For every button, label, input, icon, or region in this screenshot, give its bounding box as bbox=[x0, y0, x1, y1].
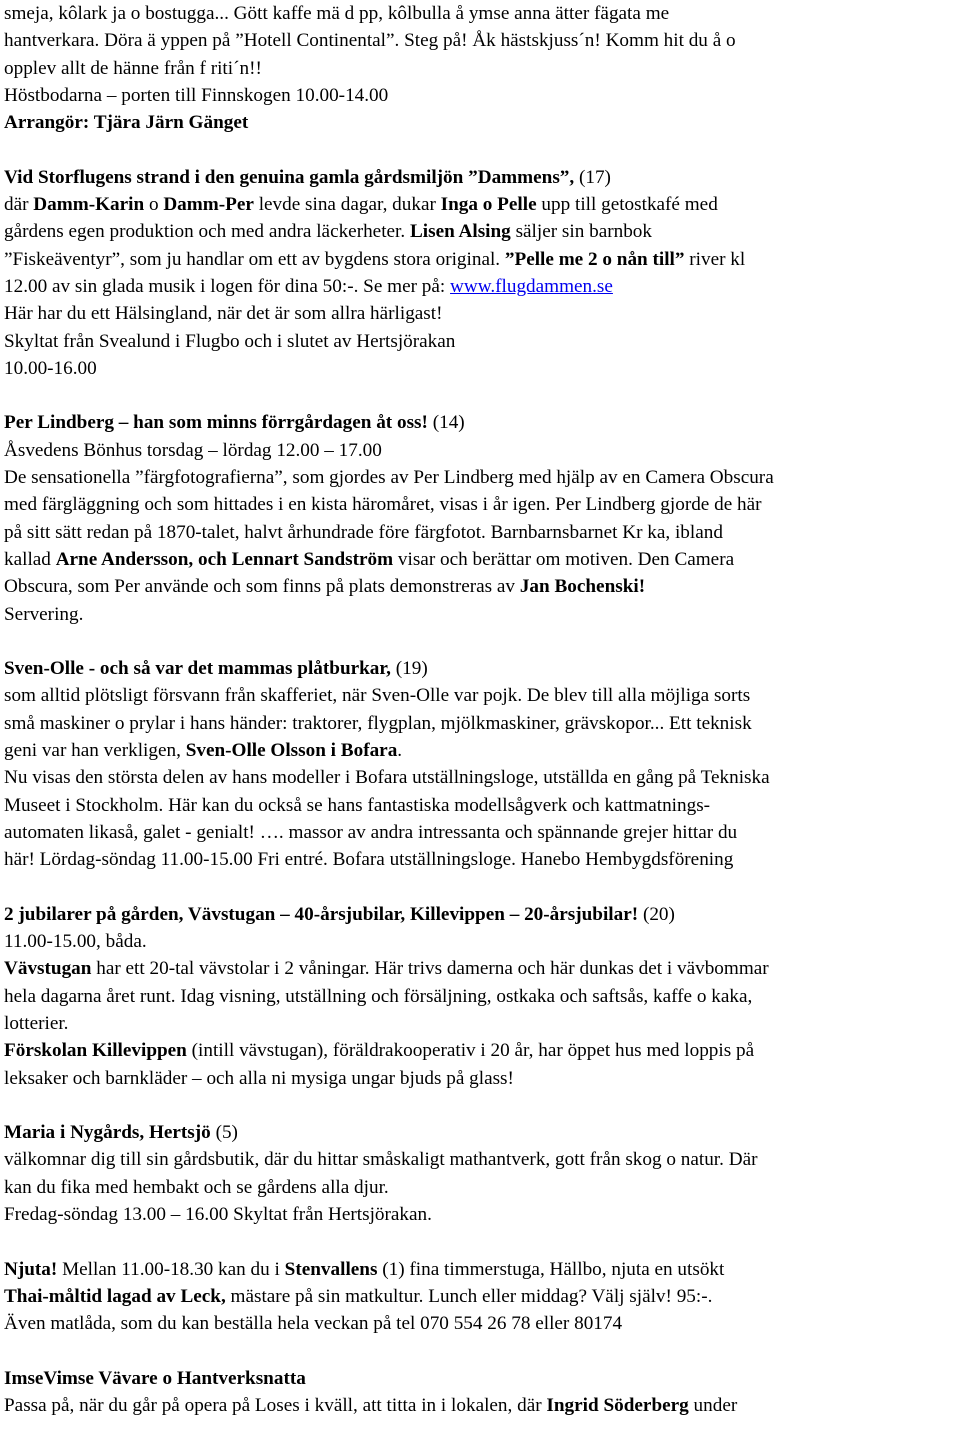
section-heading: Sven-Olle - och så var det mammas plåtburkar, bbox=[4, 658, 391, 680]
text-line: hantverkara. Döra ä yppen på ”Hotell Continental”. Steg på! Åk hästskjuss´n! Komm hit du å o bbox=[4, 30, 736, 52]
paragraph-per-lindberg bbox=[4, 409, 956, 627]
section-heading: 2 jubilarer på gården, Vävstugan – 40-årsjubilar, Killevippen – 20-årsjubilar! bbox=[4, 903, 639, 925]
name-bold: Arne Andersson, och Lennart Sandström bbox=[55, 548, 394, 570]
text-line: smeja, kôlark ja o bostugga... Gött kaffe mä d pp, kôlbulla å ymse anna ätter fägata me bbox=[4, 3, 670, 24]
text-span: visar och berättar om motiven. Den Camera bbox=[393, 548, 735, 570]
paragraph-gap bbox=[4, 1092, 956, 1119]
paragraph-gap bbox=[4, 1338, 956, 1365]
text-span: 12.00 av sin glada musik i logen för dina 50:-. Se mer på: bbox=[4, 275, 451, 297]
name-bold: Jan Bochenski! bbox=[519, 576, 646, 598]
paragraph-gap bbox=[4, 874, 956, 901]
section-heading: Per Lindberg – han som minns förrgårdagen åt oss! bbox=[4, 412, 428, 434]
text-line bbox=[4, 546, 956, 573]
text-line: på sitt sätt redan på 1870-talet, halvt århundrade före färgfotot. Barnbarnsbarnet Kr ka, ibland bbox=[4, 521, 723, 543]
text-line: Fredag-söndag 13.00 – 16.00 Skyltat från Hertsjörakan. bbox=[4, 1204, 432, 1226]
text-span: ”Fiskeäventyr”, som ju handlar om ett av bygdens stora original. bbox=[4, 248, 505, 270]
text-span: mästare på sin matkultur. Lunch eller middag? Välj själv! 95:-. bbox=[225, 1285, 713, 1307]
organizer-label: Arrangör: Tjära Järn Gänget bbox=[4, 112, 249, 134]
text-line bbox=[4, 955, 956, 982]
text-line bbox=[4, 218, 956, 245]
text-line: opplev allt de hänne från f riti´n!! bbox=[4, 57, 262, 79]
paragraph-imsevimse bbox=[4, 1365, 956, 1420]
text-line: som alltid plötsligt försvann från skafferiet, när Sven-Olle var pojk. De blev till alla möjliga sorts bbox=[4, 685, 751, 707]
text-line bbox=[4, 737, 956, 764]
name-bold: ”Pelle me 2 o nån till” bbox=[504, 248, 685, 270]
text-span: Passa på, när du går på opera på Loses i kväll, att titta in i lokalen, där bbox=[4, 1395, 547, 1417]
flugdammen-link[interactable]: www.flugdammen.se bbox=[450, 275, 613, 297]
name-bold: Njuta! bbox=[4, 1258, 58, 1280]
text-line: automaten likaså, galet - genialt! …. massor av andra intressanta och spännande grejer hittar du bbox=[4, 821, 738, 843]
text-span: gårdens egen produktion och med andra läckerheter. bbox=[4, 221, 410, 243]
text-span: levde sina dagar, dukar bbox=[253, 194, 441, 216]
name-bold: Sven-Olle Olsson i Bofara bbox=[185, 740, 398, 762]
name-bold: Förskolan Killevippen bbox=[4, 1040, 187, 1062]
text-line bbox=[4, 273, 956, 300]
text-span: upp till getostkafé med bbox=[536, 194, 718, 216]
section-number: (19) bbox=[390, 658, 428, 680]
name-bold: Lisen Alsing bbox=[409, 221, 511, 243]
section-number: (5) bbox=[210, 1122, 238, 1144]
text-span: säljer sin barnbok bbox=[510, 221, 652, 243]
text-line: Här har du ett Hälsingland, när det är som allra härligast! bbox=[4, 303, 443, 325]
text-line: 10.00-16.00 bbox=[4, 357, 97, 379]
paragraph-hotell-continental bbox=[4, 0, 956, 136]
name-bold: Inga o Pelle bbox=[440, 194, 537, 216]
text-line bbox=[4, 246, 956, 273]
text-span: . bbox=[397, 740, 403, 762]
paragraph-gap bbox=[4, 1228, 956, 1255]
text-line bbox=[4, 409, 956, 436]
paragraph-maria-nygards bbox=[4, 1119, 956, 1228]
text-line bbox=[4, 655, 956, 682]
text-span: (1) fina timmerstuga, Hällbo, njuta en utsökt bbox=[377, 1258, 725, 1280]
text-span: geni var han verkligen, bbox=[4, 740, 186, 762]
text-line: Även matlåda, som du kan beställa hela veckan på tel 070 554 26 78 eller 80174 bbox=[4, 1313, 623, 1335]
section-heading: Vid Storflugens strand i den genuina gamla gårdsmiljön ”Dammens”, bbox=[4, 166, 575, 188]
name-bold: Thai-måltid lagad av Leck, bbox=[4, 1285, 226, 1307]
paragraph-stenvallen bbox=[4, 1256, 956, 1338]
name-bold: Damm-Per bbox=[163, 194, 254, 216]
section-number: (20) bbox=[638, 903, 675, 925]
paragraph-gap bbox=[4, 136, 956, 163]
paragraph-sven-olle bbox=[4, 655, 956, 873]
text-line bbox=[4, 191, 956, 218]
text-line bbox=[4, 901, 956, 928]
name-bold: Damm-Karin bbox=[33, 194, 145, 216]
text-span: har ett 20-tal vävstolar i 2 våningar. Här trivs damerna och här dunkas det i vävbommar bbox=[91, 958, 769, 980]
text-line bbox=[4, 1283, 956, 1310]
text-line bbox=[4, 1119, 956, 1146]
text-line: med färgläggning och som hittades i en kista häromåret, visas i år igen. Per Lindberg gjorde de här bbox=[4, 494, 762, 516]
text-span: Mellan 11.00-18.30 kan du i bbox=[57, 1258, 285, 1280]
section-heading: ImseVimse Vävare o Hantverksnatta bbox=[4, 1367, 306, 1389]
text-line bbox=[4, 164, 956, 191]
text-line: leksaker och barnkläder – och alla ni mysiga ungar bjuds på glass! bbox=[4, 1067, 514, 1089]
section-heading: Maria i Nygårds, Hertsjö bbox=[4, 1122, 211, 1144]
text-line: Servering. bbox=[4, 603, 84, 625]
text-span: river kl bbox=[684, 248, 746, 270]
text-span: under bbox=[688, 1395, 738, 1417]
section-number: (17) bbox=[574, 166, 611, 188]
text-span: där bbox=[4, 194, 34, 216]
text-span: kallad bbox=[4, 548, 56, 570]
name-bold: Stenvallens bbox=[284, 1258, 378, 1280]
text-span: o bbox=[144, 194, 164, 216]
name-bold: Ingrid Söderberg bbox=[546, 1395, 689, 1417]
text-line: kan du fika med hembakt och se gårdens alla djur. bbox=[4, 1176, 389, 1198]
section-number: (14) bbox=[427, 412, 465, 434]
text-line: små maskiner o prylar i hans händer: traktorer, flygplan, mjölkmaskiner, grävskopor... Ett teknisk bbox=[4, 712, 752, 734]
text-line: De sensationella ”färgfotografierna”, som gjordes av Per Lindberg med hjälp av en Camera Obscura bbox=[4, 467, 774, 489]
text-line: Nu visas den största delen av hans modeller i Bofara utställningsloge, utställda en gång på Tekniska bbox=[4, 767, 770, 789]
text-line bbox=[4, 1365, 956, 1392]
text-span: (intill vävstugan), föräldrakooperativ i 20 år, har öppet hus med loppis på bbox=[186, 1040, 755, 1062]
text-line bbox=[4, 109, 956, 136]
text-line bbox=[4, 573, 956, 600]
text-line: Skyltat från Svealund i Flugbo och i slutet av Hertsjörakan bbox=[4, 330, 456, 352]
text-line: Höstbodarna – porten till Finnskogen 10.00-14.00 bbox=[4, 84, 389, 106]
text-line: välkomnar dig till sin gårdsbutik, där du hittar småskaligt mathantverk, gott från skog o natur. Där bbox=[4, 1149, 758, 1171]
name-bold: Vävstugan bbox=[4, 958, 92, 980]
text-line bbox=[4, 1037, 956, 1064]
text-line: här! Lördag-söndag 11.00-15.00 Fri entré. Bofara utställningsloge. Hanebo Hembygdsförening bbox=[4, 849, 734, 871]
text-span: Obscura, som Per använde och som finns på plats demonstreras av bbox=[4, 576, 520, 598]
text-line bbox=[4, 1392, 956, 1419]
paragraph-dammens bbox=[4, 164, 956, 382]
text-line: Åsvedens Bönhus torsdag – lördag 12.00 – 17.00 bbox=[4, 439, 382, 461]
text-line bbox=[4, 1256, 956, 1283]
text-line: lotterier. bbox=[4, 1012, 69, 1034]
text-line: Museet i Stockholm. Här kan du också se hans fantastiska modellsågverk och kattmatnings- bbox=[4, 794, 711, 816]
paragraph-jubilarer bbox=[4, 901, 956, 1092]
paragraph-gap bbox=[4, 382, 956, 409]
paragraph-gap bbox=[4, 628, 956, 655]
text-line: 11.00-15.00, båda. bbox=[4, 931, 147, 953]
text-line: hela dagarna året runt. Idag visning, utställning och försäljning, ostkaka och saftsås, kaffe o kaka, bbox=[4, 985, 753, 1007]
